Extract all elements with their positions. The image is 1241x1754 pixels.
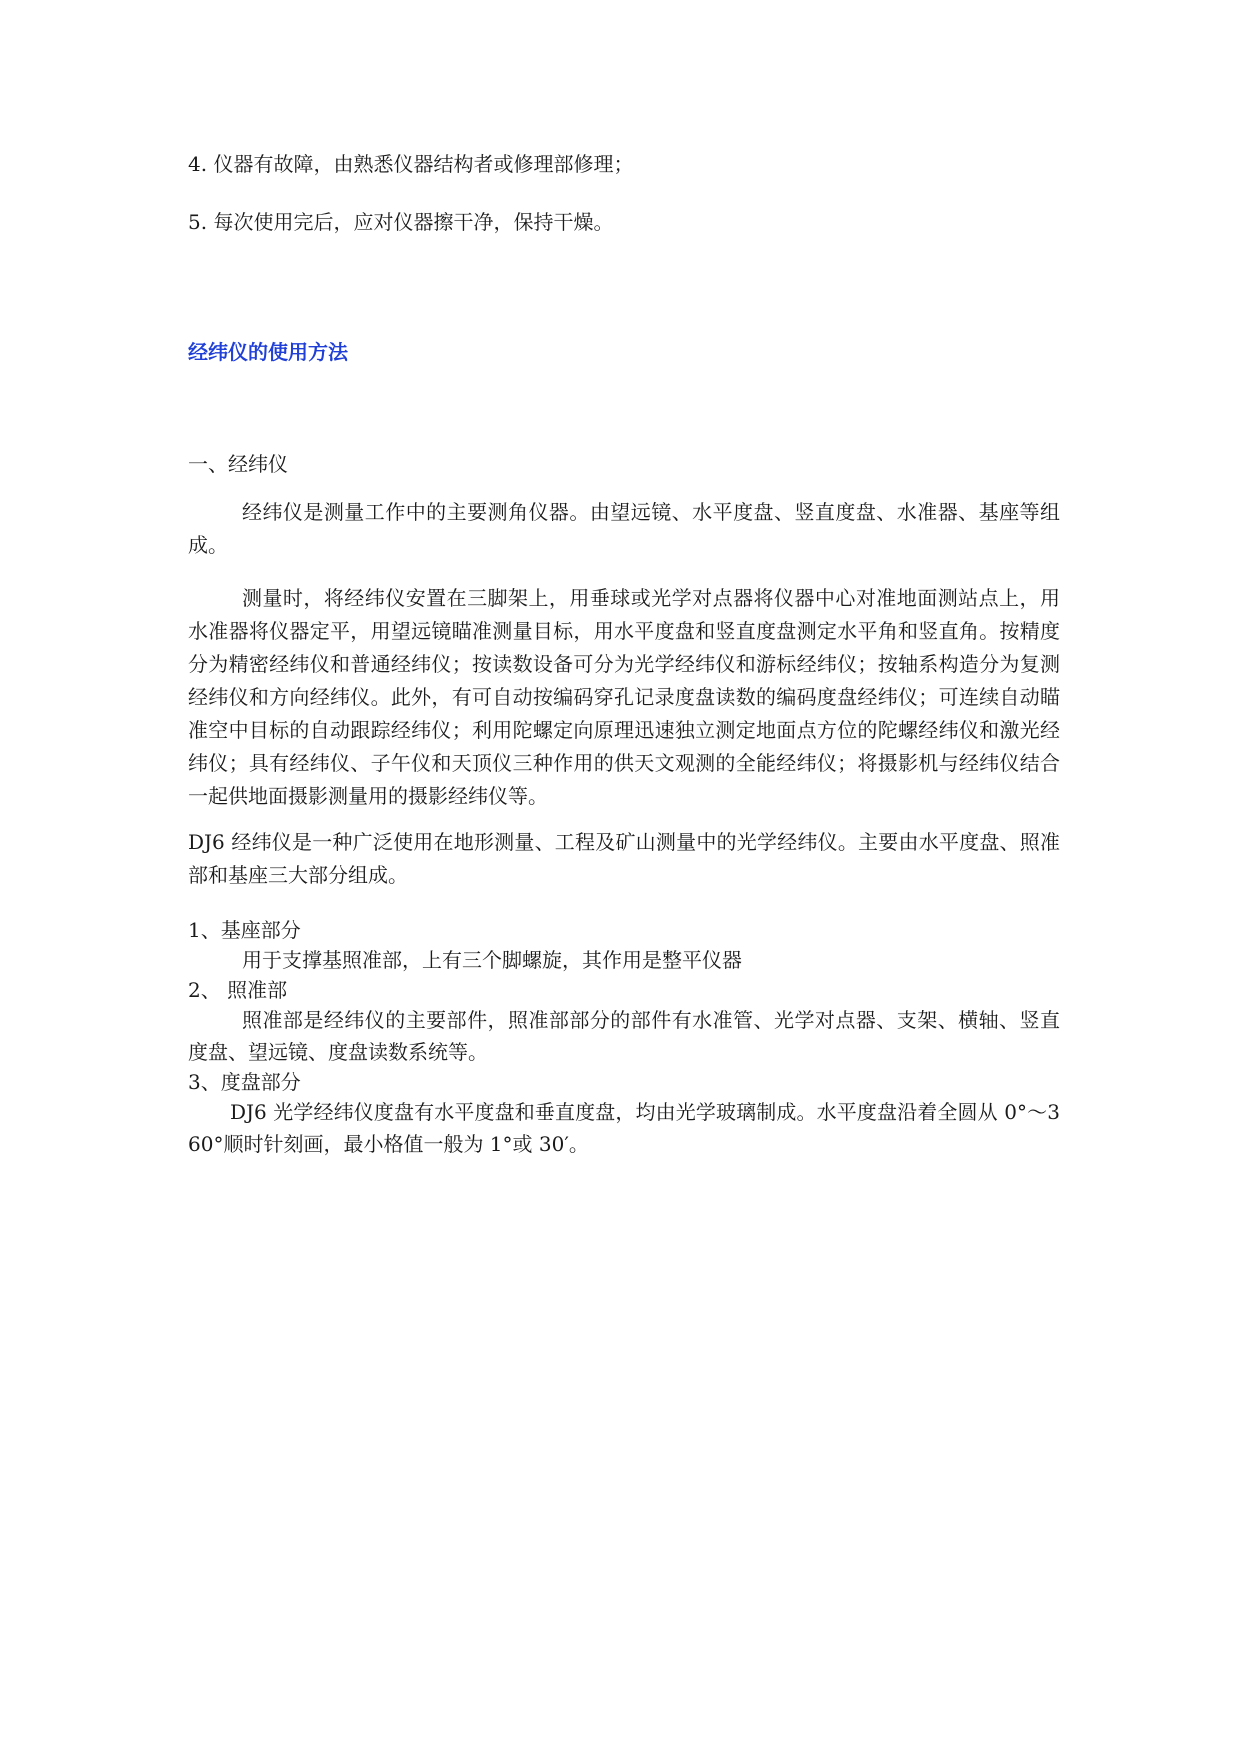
section-heading-link[interactable]: 经纬仪的使用方法 (188, 340, 348, 364)
paragraph-intro: 经纬仪是测量工作中的主要测角仪器。由望远镜、水平度盘、竖直度盘、水准器、基座等组成。 (188, 500, 1060, 557)
paragraph-dj6: DJ6 经纬仪是一种广泛使用在地形测量、工程及矿山测量中的光学经纬仪。主要由水平度盘、照准部和基座三大部分组成。 (188, 830, 1060, 887)
part-title-base: 1、基座部分 (188, 918, 301, 942)
part-body-base: 用于支撑基照准部，上有三个脚螺旋，其作用是整平仪器 (242, 948, 742, 972)
paragraph-measurement: 测量时，将经纬仪安置在三脚架上，用垂球或光学对点器将仪器中心对准地面测站点上，用水准器将仪器定平，用望远镜瞄准测量目标，用水平度盘和竖直度盘测定水平角和竖直角。按精度分为精密经纬仪和普通经纬仪；按读数设备可分为光学经纬仪和游标经纬仪；按轴系构造分为复测经纬仪和方向经纬仪。此外，有可自动按编码穿孔记录度盘读数的编码度盘经纬仪；可连续自动瞄准空中目标的自动跟踪经纬仪；利用陀螺定向原理迅速独立测定地面点方位的陀螺经纬仪和激光经纬仪；具有经纬仪、子午仪和天顶仪三种作用的供天文观测的全能经纬仪；将摄影机与经纬仪结合一起供地面摄影测量用的摄影经纬仪等。 (188, 586, 1060, 808)
list-item-5: 5. 每次使用完后，应对仪器擦干净，保持干燥。 (188, 210, 614, 234)
section-title: 一、经纬仪 (188, 452, 288, 476)
list-item-4: 4. 仪器有故障，由熟悉仪器结构者或修理部修理； (188, 152, 634, 176)
part-body-alidade: 照准部是经纬仪的主要部件，照准部部分的部件有水准管、光学对点器、支架、横轴、竖直度盘、望远镜、度盘读数系统等。 (188, 1008, 1060, 1064)
part-title-circle: 3、度盘部分 (188, 1070, 301, 1094)
part-body-circle: DJ6 光学经纬仪度盘有水平度盘和垂直度盘，均由光学玻璃制成。水平度盘沿着全圆从 0°～360°顺时针刻画，最小格值一般为 1°或 30′。 (188, 1100, 1060, 1156)
part-title-alidade: 2、 照准部 (188, 978, 288, 1002)
